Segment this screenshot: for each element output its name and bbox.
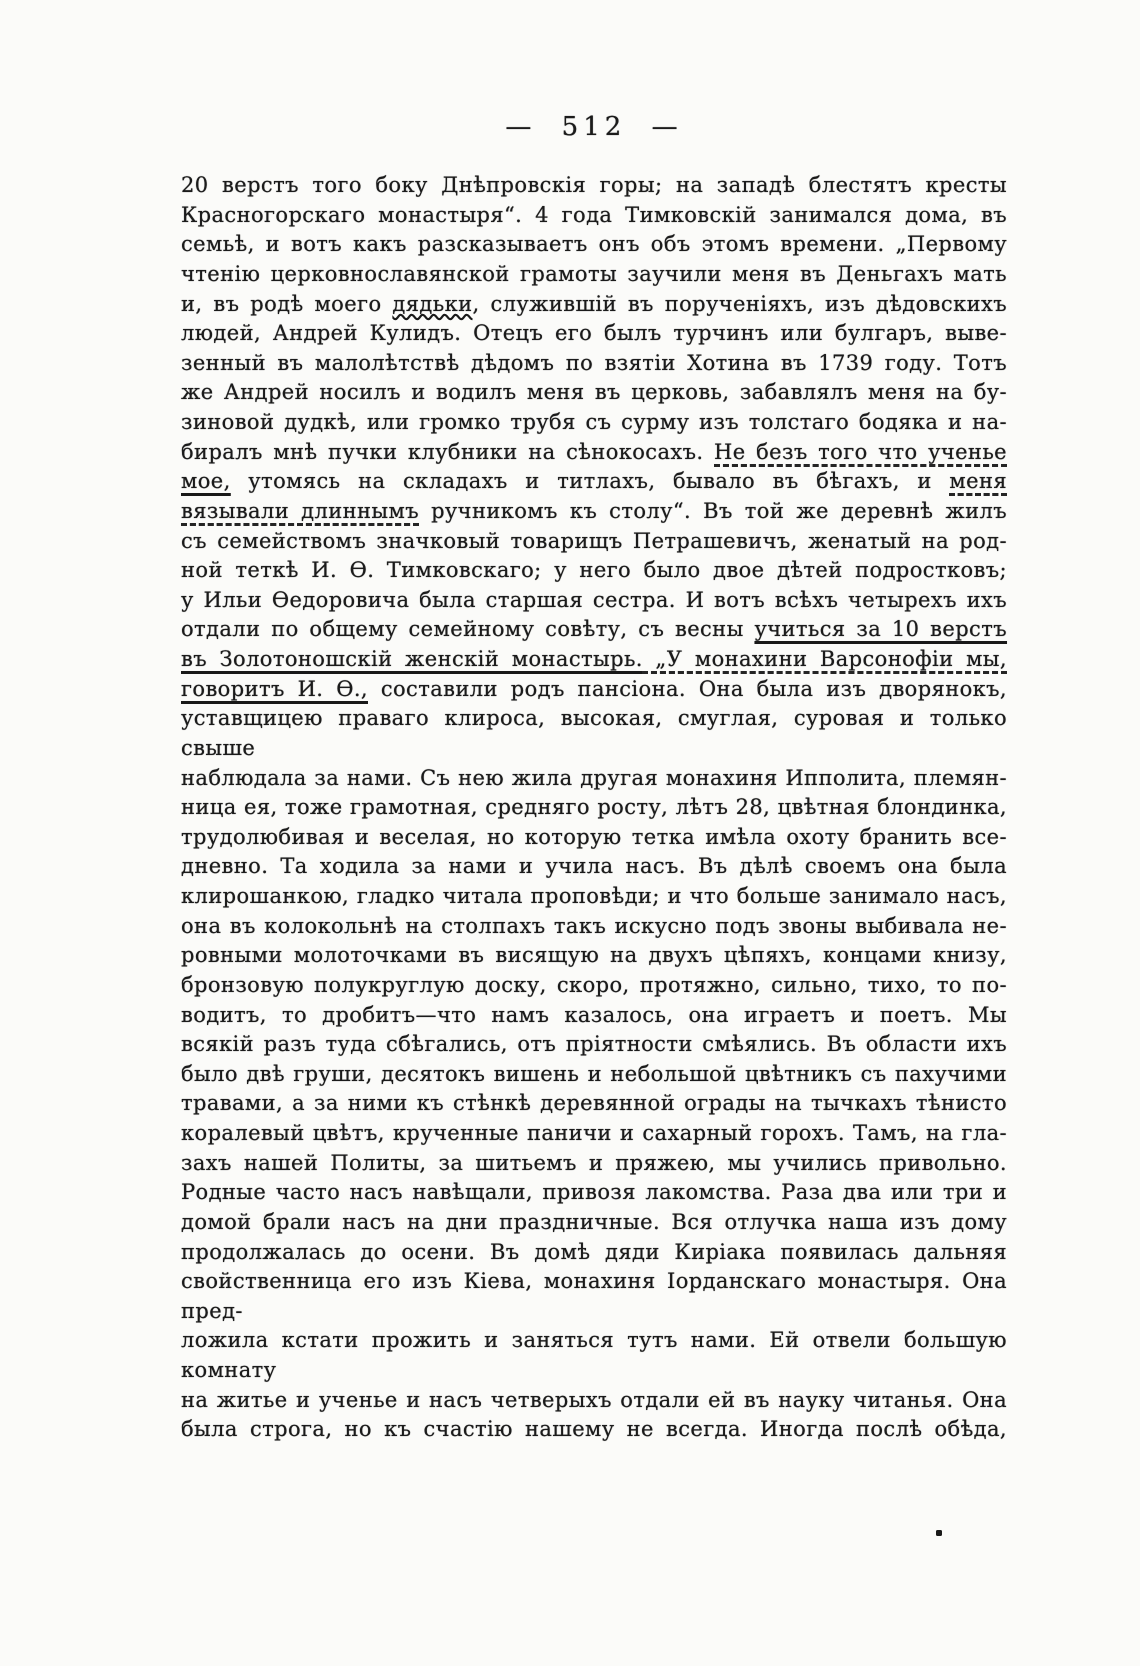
text-segment: всякій разъ туда сбѣгались, отъ пріятности смѣялись. Въ области ихъ xyxy=(181,1032,1007,1057)
text-segment: и, въ родѣ моего xyxy=(181,291,393,316)
text-line xyxy=(181,349,1007,379)
text-line xyxy=(181,230,1007,260)
text-line xyxy=(181,704,1007,763)
text-segment: захъ нашей Политы, за шитьемъ и пряжею, мы учились привольно. xyxy=(181,1150,1007,1175)
text-line xyxy=(181,1415,1007,1445)
text-line xyxy=(181,1208,1007,1238)
text-segment: клирошанкою, гладко читала проповѣди; и что больше занимало насъ, xyxy=(181,884,1007,908)
text-line xyxy=(181,171,1007,201)
text-segment: была строга, но къ счастію нашему не всегда. Иногда послѣ обѣда, xyxy=(181,1417,1007,1442)
text-segment: трудолюбивая и веселая, но которую тетка имѣла охоту бранить все- xyxy=(181,824,1007,849)
ink-speck xyxy=(936,1530,942,1536)
text-line xyxy=(181,1089,1007,1119)
text-line xyxy=(181,615,1007,645)
text-line xyxy=(181,527,1007,557)
text-segment: дневно. Та ходила за нами и учила насъ. Въ дѣлѣ своемъ она была xyxy=(181,854,1007,879)
text-line xyxy=(181,438,1007,468)
annotated-text-segment: вязывали длиннымъ xyxy=(181,498,420,523)
text-segment: зиновой дудкѣ, или громко трубя съ сурму изъ толстаго бодяка и на- xyxy=(181,410,1007,434)
text-segment: составили родъ пансіона. Она была изъ дворянокъ, xyxy=(367,676,1008,701)
text-segment: утомясь на складахъ и титлахъ, бывало въ бѣгахъ, и xyxy=(230,469,950,494)
text-segment: ложила кстати прожить и заняться тутъ нами. Ей отвели большую комнату xyxy=(181,1328,1007,1382)
text-line xyxy=(181,764,1007,794)
text-line xyxy=(181,408,1007,438)
text-segment: у Ильи Ѳедоровича была старшая сестра. И вотъ всѣхъ четырехъ ихъ xyxy=(181,587,1007,612)
text-segment: людей, Андрей Кулидъ. Отецъ его былъ турчинъ или булгаръ, выве- xyxy=(181,321,1007,346)
text-line xyxy=(181,1238,1007,1268)
text-line xyxy=(181,467,1007,497)
text-segment: съ семействомъ значковый товарищъ Петрашевичъ, женатый на род- xyxy=(181,528,1007,553)
text-line xyxy=(181,912,1007,942)
text-segment: зенный въ малолѣтствѣ дѣдомъ по взятіи Хотина въ 1739 году. Тотъ xyxy=(181,350,1007,375)
text-line xyxy=(181,823,1007,853)
text-segment: бронзовую полукруглую доску, скоро, протяжно, сильно, тихо, то по- xyxy=(181,972,1007,997)
text-line xyxy=(181,882,1007,912)
text-segment: травами, а за ними къ стѣнкѣ деревянной ограды на тычкахъ тѣнисто xyxy=(181,1091,1007,1116)
annotated-text-segment: говоритъ И. Ѳ., xyxy=(181,676,368,701)
text-line xyxy=(181,497,1007,527)
text-segment: ной теткѣ И. Ѳ. Тимковскаго; у него было двое дѣтей подростковъ; xyxy=(181,558,1007,583)
text-segment: Красногорскаго монастыря“. 4 года Тимковскій занимался дома, въ xyxy=(181,202,1007,227)
text-line xyxy=(181,556,1007,586)
text-segment: она въ колокольнѣ на столпахъ такъ искусно подъ звоны выбивала не- xyxy=(181,913,1007,938)
annotated-text-segment: учиться за 10 верстъ xyxy=(754,617,1008,642)
annotated-text-segment: Не безъ того что ученье xyxy=(714,439,1007,464)
text-segment: ручникомъ къ столу“. Въ той же деревнѣ жилъ xyxy=(419,498,1007,523)
text-line xyxy=(181,586,1007,616)
body-text xyxy=(181,171,1007,1445)
text-line xyxy=(181,1001,1007,1031)
text-line xyxy=(181,1030,1007,1060)
annotated-text-segment: въ Золотоношскій женскій монастырь. xyxy=(181,647,643,671)
text-segment: наблюдала за нами. Съ нею жила другая монахиня Ипполита, племян- xyxy=(181,765,1007,790)
text-line xyxy=(181,1119,1007,1149)
text-segment: уставщицею праваго клироса, высокая, смуглая, суровая и только свыше xyxy=(181,706,1007,760)
text-segment: же Андрей носилъ и водилъ меня въ церковь, забавлялъ меня на бу- xyxy=(181,380,1007,405)
text-line xyxy=(181,319,1007,349)
annotated-text-segment: „У монахини Варсонофіи мы, xyxy=(642,647,1007,671)
text-segment: ница ея, тоже грамотная, средняго росту, лѣтъ 28, цвѣтная блондинка, xyxy=(181,795,1007,820)
text-line xyxy=(181,201,1007,231)
text-line xyxy=(181,971,1007,1001)
text-line xyxy=(181,852,1007,882)
text-segment: ровными молоточками въ висящую на двухъ цѣпяхъ, концами книзу, xyxy=(181,943,1007,968)
text-segment: свойственница его изъ Кіева, монахиня Іорданскаго монастыря. Она пред- xyxy=(181,1269,1007,1323)
text-segment: продолжалась до осени. Въ домѣ дяди Киріака появилась дальняя xyxy=(181,1239,1007,1264)
text-segment: Родные часто насъ навѣщали, привозя лакомства. Раза два или три и xyxy=(181,1180,1007,1205)
text-line xyxy=(181,1267,1007,1326)
text-segment: 20 верстъ того боку Днѣпровскія горы; на западѣ блестятъ кресты xyxy=(181,173,1007,197)
text-line xyxy=(181,1060,1007,1090)
text-line xyxy=(181,290,1007,320)
text-segment: , служившій въ порученіяхъ, изъ дѣдовскихъ xyxy=(472,291,1007,316)
text-segment: биралъ мнѣ пучки клубники на сѣнокосахъ. xyxy=(181,439,715,464)
text-line xyxy=(181,1149,1007,1179)
text-line xyxy=(181,675,1007,705)
text-line xyxy=(181,1178,1007,1208)
text-segment: было двѣ груши, десятокъ вишень и небольшой цвѣтникъ съ пахучими xyxy=(181,1061,1007,1086)
text-line xyxy=(181,793,1007,823)
text-segment: водитъ, то дробитъ—что намъ казалось, она играетъ и поетъ. Мы xyxy=(181,1002,1007,1027)
annotated-text-segment: меня xyxy=(949,469,1007,494)
annotated-text-segment: мое, xyxy=(181,469,231,494)
text-line xyxy=(181,378,1007,408)
text-segment: семьѣ, и вотъ какъ разсказываетъ онъ объ этомъ времени. „Первому xyxy=(181,232,1007,257)
text-segment: домой брали насъ на дни праздничные. Вся отлучка наша изъ дому xyxy=(181,1209,1007,1234)
annotated-text-segment: дядьки xyxy=(392,291,473,316)
text-line xyxy=(181,1386,1007,1416)
text-segment: на житье и ученье и насъ четверыхъ отдали ей въ науку читанья. Она xyxy=(181,1387,1007,1412)
text-segment: чтенію церковнославянской грамоты заучили меня въ Деньгахъ мать xyxy=(181,261,1007,286)
text-line xyxy=(181,260,1007,290)
text-line xyxy=(181,1326,1007,1385)
page-number: — 512 — xyxy=(505,112,683,142)
text-line xyxy=(181,941,1007,971)
text-line xyxy=(181,645,1007,675)
text-segment: отдали по общему семейному совѣту, съ весны xyxy=(181,617,755,642)
text-segment: коралевый цвѣтъ, крученные паничи и сахарный горохъ. Тамъ, на гла- xyxy=(181,1121,1007,1145)
